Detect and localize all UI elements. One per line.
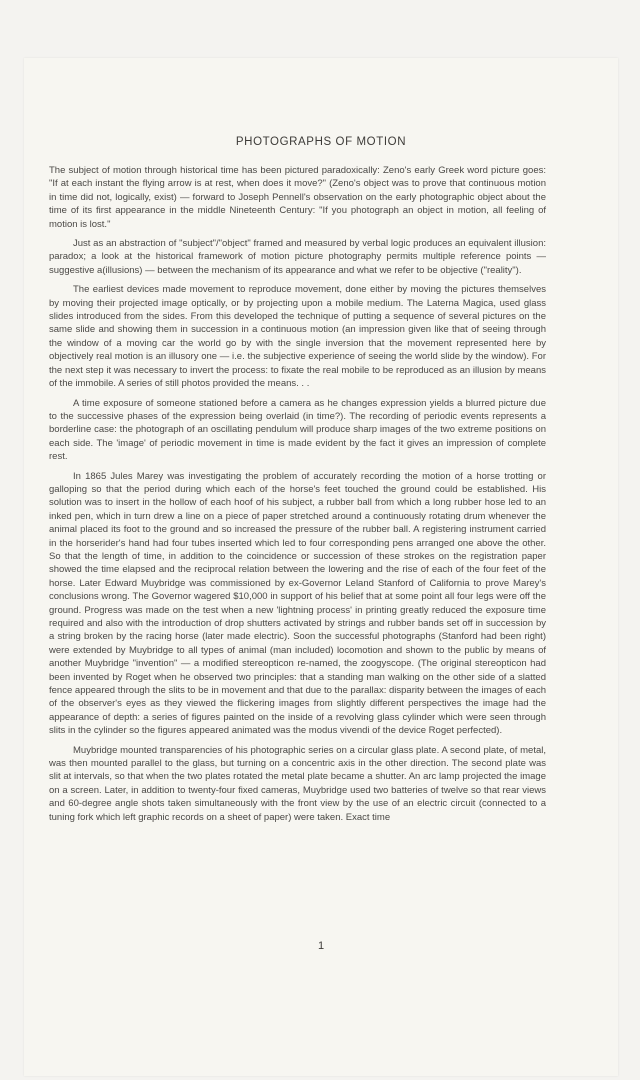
page-number: 1 — [317, 940, 325, 952]
page-title: PHOTOGRAPHS OF MOTION — [235, 136, 407, 148]
paragraph-5: In 1865 Jules Marey was investigating the problem of accurately recording the motion of a horse trotting or galloping so that the period during which each of the horse's feet touched the ground could be established. His solution was to insert in the hollow of each hoof of his subject, a rubber ball from which a long rubber hose led to an inked pen, which in turn drew a line on a piece of paper stretched around a continuously rotating drum whenever the animal placed its foot to the ground and so increased the pressure of the rubber ball. A registering instrument carried in the horserider's hand had four tubes inserted which led to four corresponding pens arranged one above the other. So that the length of time, in addition to the coincidence or succession of these strokes on the registration paper showed the time elapsed and the reciprocal relation between the lowering and the rise of each of the four feet of the horse. Later Edward Muybridge was commissioned by ex-Governor Leland Stanford of California to prove Marey's conclusions wrong. The Governor wagered $10,000 in support of his belief that at some point all four legs were off the ground. Progress was made on the test when a new 'lightning process' in printing greatly reduced the exposure time required and also with the introduction of drop shutters activated by strings and rubber bands set off in succession by a string broken by the racing horse (later made electric). Soon the successful photographs (Stanford had been right) were extended by Muybridge to all types of animal (man included) locomotion and shown to the public by means of another Muybridge "invention" — a modified stereopticon re-named, the zoogyscope. (The original stereopticon had been invented by Roget when he observed two principles: that a standing man walking on the other side of a slatted fence appeared through the slits to be in movement and that due to the parallax: disparity between the images of each of the observer's eyes as they viewed the flickering images from slightly different perspectives the image had the appearance of depth: a series of figures painted on the inside of a revolving glass cylinder which were seen through slits in the cylinder so the figures appeared animated was the modus vivendi of the device Roget perfected). — [49, 470, 546, 737]
paragraph-3: The earliest devices made movement to reproduce movement, done either by moving the pictures themselves by moving their projected image optically, or by projecting upon a mobile medium. The Laterna Magica, used glass slides introduced from the sides. From this developed the technique of putting a sequence of several pictures on the same slide and showing them in succession in a continuous motion (an impression given like that of seeing through the window of a moving car the world go by with the single inversion that the movement represented here by objectively real motion is an illusory one — i.e. the subjective experience of seeing the world slide by the window). For the next step it was necessary to invert the process: to fixate the real mobile to be reproduced as an illusion by means of the immobile. A series of still photos provided the means. . . — [49, 284, 546, 390]
paragraph-2: Just as an abstraction of "subject"/"object" framed and measured by verbal logic produces an equivalent illusion: paradox; a look at the historical framework of motion picture photography permits multiple reference points — suggestive a(illusions) — between the mechanism of its appearance and what we refer to be objective ("reality"). — [49, 238, 546, 276]
document-body — [49, 164, 546, 830]
paragraph-6: Muybridge mounted transparencies of his photographic series on a circular glass plate. A second plate, of metal, was then mounted parallel to the glass, but turning on a concentric axis in the other direction. The second plate was slit at intervals, so that when the two plates rotated the metal plate became a shutter. An arc lamp projected the image on a screen. Later, in addition to twenty-four fixed cameras, Muybridge used two batteries of twelve so that rear views and 60-degree angle shots taken simultaneously with the front view by the use of an electric circuit (connected to a tuning fork which left graphic records on a sheet of paper) were taken. Exact time — [49, 744, 546, 823]
paragraph-1: The subject of motion through historical time has been pictured paradoxically: Zeno's early Greek word picture goes: "If at each instant the flying arrow is at rest, when does it move?" (Zeno's object was to prove that continuous motion in time did not, logically, exist) — forward to Joseph Pennell's observation on the early photographic object about the time of its first appearance in the middle Nineteenth Century: "If you photograph an object in motion, all feeling of motion is lost." — [49, 165, 546, 230]
paragraph-4: A time exposure of someone stationed before a camera as he changes expression yields a blurred picture due to the successive phases of the expression being overlaid (in time?). The recording of periodic events represents a borderline case: the photograph of an oscillating pendulum will produce sharp images of the two extreme positions on each side. The 'image' of periodic movement in time is made evident by the fact it gives an impression of complete rest. — [49, 397, 546, 463]
document-page — [24, 58, 618, 1076]
